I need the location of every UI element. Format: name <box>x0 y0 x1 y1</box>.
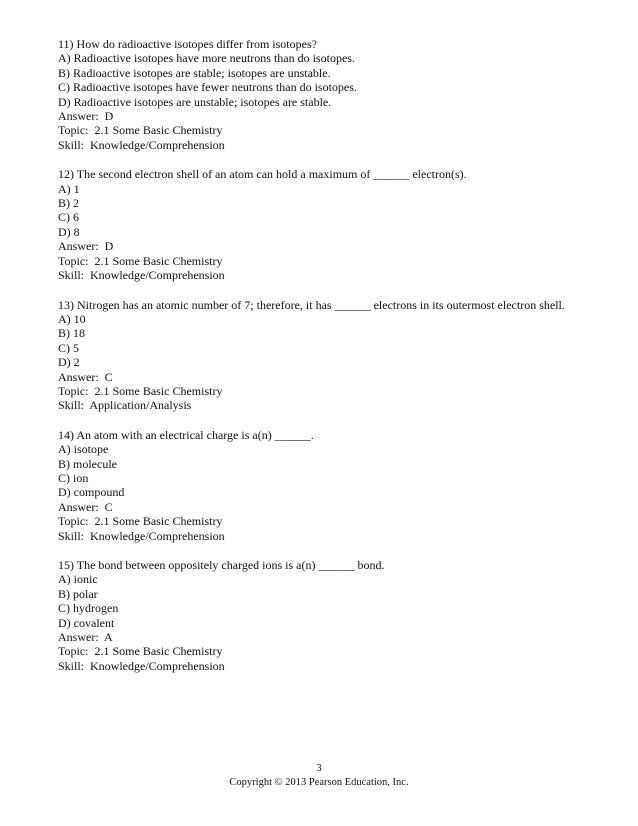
page-number: 3 <box>316 763 322 774</box>
skill-line: Skill: Application/Analysis <box>58 398 192 413</box>
answer-key: Answer: C <box>58 369 113 384</box>
answer-option-c: C) ion <box>58 470 89 485</box>
question-stem: 14) An atom with an electrical charge is a(n) ______. <box>58 427 314 442</box>
question-11 <box>58 37 588 152</box>
answer-key: Answer: C <box>58 499 113 514</box>
page-footer <box>0 762 638 790</box>
answer-option-d: D) 8 <box>58 224 80 239</box>
answer-option-b: B) polar <box>58 586 98 601</box>
skill-line: Skill: Knowledge/Comprehension <box>58 528 225 543</box>
answer-option-c: C) 6 <box>58 210 79 225</box>
question-list <box>58 37 588 688</box>
answer-option-b: B) 18 <box>58 326 85 341</box>
answer-option-a: A) 10 <box>58 311 86 326</box>
skill-line: Skill: Knowledge/Comprehension <box>58 658 225 673</box>
skill-line: Skill: Knowledge/Comprehension <box>58 137 225 152</box>
question-14 <box>58 428 588 543</box>
question-stem: 15) The bond between oppositely charged ions is a(n) ______ bond. <box>58 558 385 572</box>
skill-line: Skill: Knowledge/Comprehension <box>58 268 225 283</box>
answer-option-b: B) 2 <box>58 196 79 211</box>
answer-option-b: B) Radioactive isotopes are stable; isotopes are unstable. <box>58 65 331 80</box>
answer-option-c: C) 5 <box>58 340 79 355</box>
copyright-notice: Copyright © 2013 Pearson Education, Inc. <box>229 777 409 788</box>
question-13 <box>58 298 588 413</box>
answer-option-d: D) 2 <box>58 355 80 370</box>
answer-option-d: D) covalent <box>58 615 115 630</box>
answer-key: Answer: D <box>58 109 114 124</box>
question-stem: 12) The second electron shell of an atom can hold a maximum of ______ electron(s). <box>58 167 467 182</box>
answer-option-a: A) ionic <box>58 572 98 587</box>
answer-option-d: D) Radioactive isotopes are unstable; isotopes are stable. <box>58 94 332 109</box>
answer-option-a: A) Radioactive isotopes have more neutrons than do isotopes. <box>58 51 355 66</box>
answer-option-b: B) molecule <box>58 456 117 471</box>
topic-line: Topic: 2.1 Some Basic Chemistry <box>58 644 223 659</box>
question-stem: 11) How do radioactive isotopes differ from isotopes? <box>58 37 317 51</box>
topic-line: Topic: 2.1 Some Basic Chemistry <box>58 383 223 398</box>
answer-option-a: A) isotope <box>58 442 109 457</box>
answer-key: Answer: A <box>58 630 113 645</box>
answer-option-a: A) 1 <box>58 181 80 196</box>
question-12 <box>58 167 588 282</box>
answer-key: Answer: D <box>58 239 114 254</box>
topic-line: Topic: 2.1 Some Basic Chemistry <box>58 253 223 268</box>
answer-option-c: C) Radioactive isotopes have fewer neutrons than do isotopes. <box>58 80 357 95</box>
question-stem: 13) Nitrogen has an atomic number of 7; therefore, it has ______ electrons in its outermost electron shell. <box>58 297 565 312</box>
topic-line: Topic: 2.1 Some Basic Chemistry <box>58 514 223 529</box>
answer-option-d: D) compound <box>58 485 125 500</box>
topic-line: Topic: 2.1 Some Basic Chemistry <box>58 123 223 138</box>
question-15 <box>58 558 588 673</box>
answer-option-c: C) hydrogen <box>58 601 119 616</box>
